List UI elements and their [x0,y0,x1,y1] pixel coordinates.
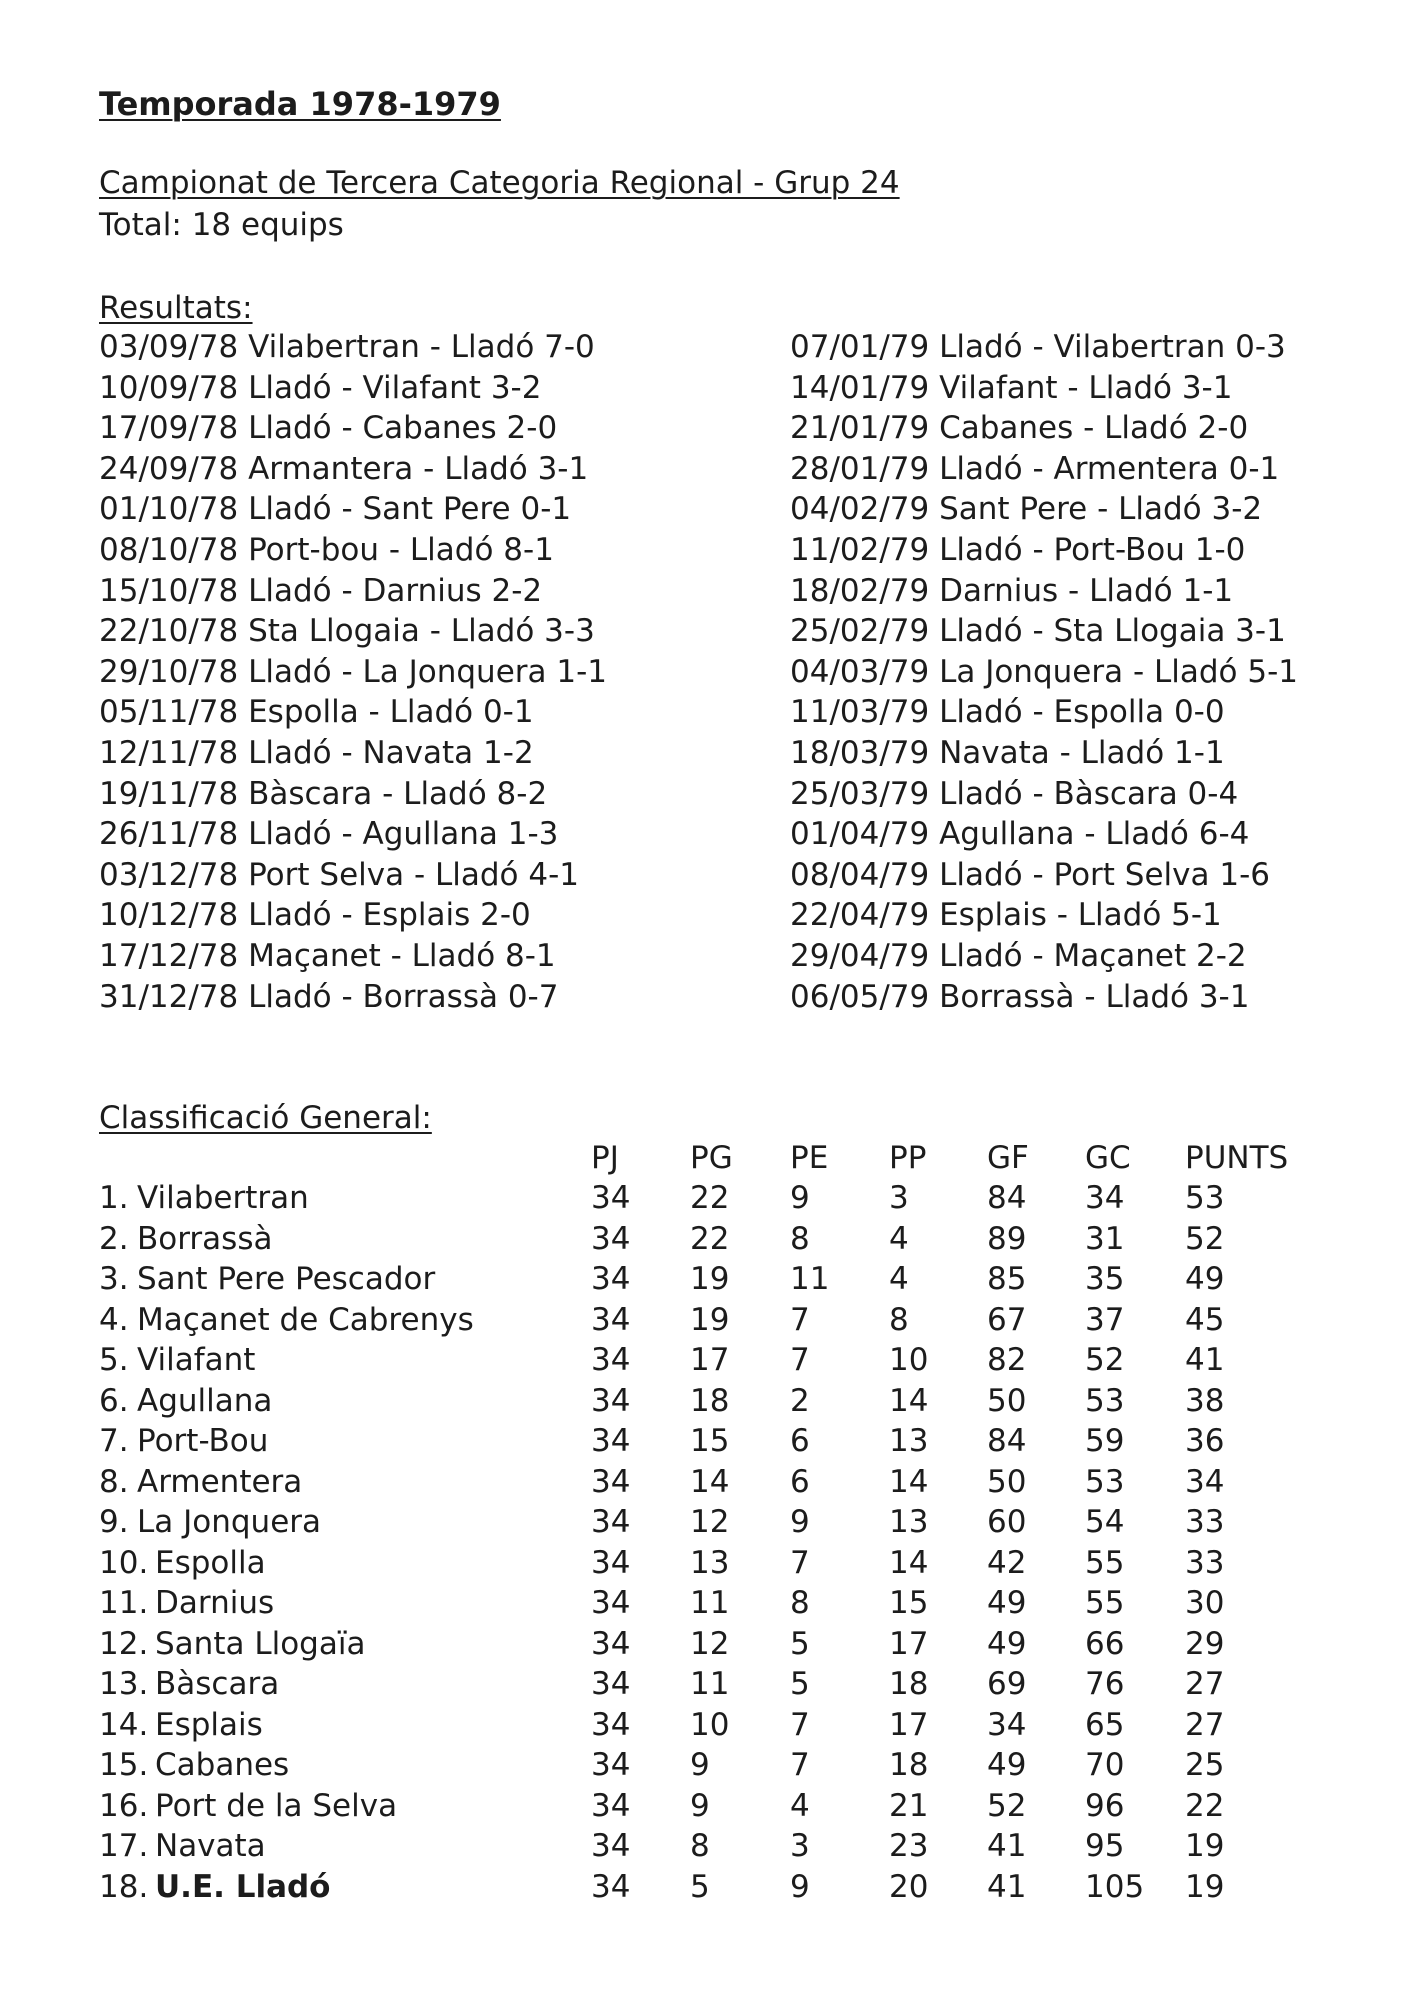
match-result: 10/12/78 Lladó - Esplais 2-0 [99,897,531,934]
match-result: 28/01/79 Lladó - Armentera 0-1 [790,450,1280,487]
match-result: 03/09/78 Vilabertran - Lladó 7-0 [99,329,595,365]
table-row [0,1624,1414,1664]
stat-pg: 18 [690,1382,730,1419]
stat-gf: 50 [987,1382,1027,1419]
stat-pg: 22 [690,1180,730,1216]
stat-pp: 14 [889,1544,929,1581]
match-result: 04/02/79 Sant Pere - Lladó 3-2 [790,491,1263,528]
stat-pj: 34 [591,1787,631,1824]
team-position: 9. [99,1504,129,1540]
stat-pe: 7 [790,1342,810,1378]
stat-pj: 34 [591,1585,631,1621]
match-result: 29/04/79 Lladó - Maçanet 2-2 [790,938,1247,974]
table-row [0,1300,1414,1340]
stat-pg: 8 [690,1828,710,1864]
stat-pp: 14 [889,1382,929,1419]
stat-pe: 4 [790,1787,810,1824]
team-position: 14. [99,1706,149,1743]
stat-pe: 9 [790,1504,810,1540]
stat-punts: 52 [1185,1220,1225,1257]
stat-gf: 42 [987,1544,1027,1581]
stat-pj: 34 [591,1463,631,1500]
stat-pe: 7 [790,1544,810,1581]
stat-pp: 13 [889,1504,929,1540]
match-result: 08/10/78 Port-bou - Lladó 8-1 [99,532,554,568]
stat-pg: 11 [690,1585,730,1621]
stat-gc: 54 [1085,1504,1125,1540]
team-position: 2. [99,1220,129,1257]
stat-pg: 11 [690,1666,730,1702]
match-result: 19/11/78 Bàscara - Lladó 8-2 [99,775,548,812]
table-row [0,1705,1414,1745]
stat-punts: 49 [1185,1261,1225,1297]
match-result: 21/01/79 Cabanes - Lladó 2-0 [790,410,1249,447]
stat-punts: 27 [1185,1666,1225,1702]
stat-gf: 84 [987,1180,1027,1216]
team-name: Cabanes [155,1747,290,1783]
stat-gf: 67 [987,1301,1027,1338]
season-title: Temporada 1978-1979 [99,85,501,123]
team-name: U.E. Lladó [155,1868,331,1905]
stat-gf: 41 [987,1868,1027,1905]
stat-punts: 19 [1185,1828,1225,1864]
stat-gc: 95 [1085,1828,1125,1864]
stat-pp: 23 [889,1828,929,1864]
stat-pe: 7 [790,1301,810,1338]
stat-pe: 5 [790,1666,810,1702]
match-result: 26/11/78 Lladó - Agullana 1-3 [99,816,559,853]
stat-gc: 76 [1085,1666,1125,1702]
table-row [0,1867,1414,1907]
stat-gf: 49 [987,1625,1027,1662]
stat-pj: 34 [591,1180,631,1216]
stat-pp: 3 [889,1180,909,1216]
stat-pj: 34 [591,1382,631,1419]
stat-pe: 7 [790,1706,810,1743]
stat-punts: 27 [1185,1706,1225,1743]
results-heading: Resultats: [99,290,253,326]
stat-pj: 34 [591,1747,631,1783]
match-result: 07/01/79 Lladó - Vilabertran 0-3 [790,329,1286,365]
team-name: Darnius [155,1585,275,1621]
match-result: 15/10/78 Lladó - Darnius 2-2 [99,572,543,609]
team-position: 3. [99,1261,129,1297]
team-name: Armentera [137,1463,303,1500]
stat-pe: 5 [790,1625,810,1662]
stat-punts: 30 [1185,1585,1225,1621]
standings-heading: Classificació General: [99,1100,432,1136]
stat-gf: 84 [987,1423,1027,1459]
team-name: Port-Bou [137,1423,269,1459]
stat-punts: 36 [1185,1423,1225,1459]
match-result: 10/09/78 Lladó - Vilafant 3-2 [99,369,542,406]
team-name: Agullana [137,1382,273,1419]
table-row [0,1259,1414,1299]
stat-pe: 8 [790,1220,810,1257]
stat-pg: 19 [690,1301,730,1338]
stat-pg: 22 [690,1220,730,1257]
table-row [0,1543,1414,1583]
column-header: PE [790,1140,829,1176]
table-row [0,1340,1414,1380]
team-name: Borrassà [137,1220,273,1257]
stat-pe: 9 [790,1868,810,1905]
stat-gf: 49 [987,1585,1027,1621]
stat-gc: 34 [1085,1180,1125,1216]
stat-pg: 15 [690,1423,730,1459]
stat-gc: 53 [1085,1463,1125,1500]
stat-punts: 41 [1185,1342,1225,1378]
stat-pp: 21 [889,1787,929,1824]
column-header: PG [690,1140,733,1176]
match-result: 14/01/79 Vilafant - Lladó 3-1 [790,369,1233,406]
match-result: 08/04/79 Lladó - Port Selva 1-6 [790,856,1271,893]
team-position: 13. [99,1666,149,1702]
stat-pe: 6 [790,1423,810,1459]
stat-pg: 9 [690,1747,710,1783]
stat-pe: 9 [790,1180,810,1216]
team-position: 11. [99,1585,149,1621]
stat-pp: 10 [889,1342,929,1378]
stat-gc: 35 [1085,1261,1125,1297]
match-result: 25/02/79 Lladó - Sta Llogaia 3-1 [790,613,1286,650]
team-position: 12. [99,1625,149,1662]
team-position: 10. [99,1544,149,1581]
match-result: 12/11/78 Lladó - Navata 1-2 [99,735,534,771]
team-total: Total: 18 equips [99,207,344,243]
stat-punts: 25 [1185,1747,1225,1783]
competition-name: Campionat de Tercera Categoria Regional - Grup 24 [99,165,900,201]
stat-pj: 34 [591,1342,631,1378]
stat-pp: 17 [889,1706,929,1743]
table-row [0,1502,1414,1542]
team-position: 8. [99,1463,129,1500]
stat-gc: 31 [1085,1220,1125,1257]
team-name: Maçanet de Cabrenys [137,1301,474,1338]
stat-punts: 19 [1185,1868,1225,1905]
stat-pj: 34 [591,1868,631,1905]
stat-pj: 34 [591,1261,631,1297]
stat-pg: 12 [690,1625,730,1662]
stat-pp: 18 [889,1747,929,1783]
team-position: 4. [99,1301,129,1338]
stat-punts: 53 [1185,1180,1225,1216]
stat-pj: 34 [591,1220,631,1257]
column-header: PJ [591,1140,619,1176]
match-result: 22/04/79 Esplais - Lladó 5-1 [790,897,1222,934]
column-header: PUNTS [1185,1140,1289,1176]
team-position: 7. [99,1423,129,1459]
stat-pe: 7 [790,1747,810,1783]
stat-gc: 66 [1085,1625,1125,1662]
stat-punts: 33 [1185,1504,1225,1540]
stat-pe: 3 [790,1828,810,1864]
stat-pp: 13 [889,1423,929,1459]
stat-pp: 8 [889,1301,909,1338]
stat-pj: 34 [591,1423,631,1459]
team-name: La Jonquera [137,1504,322,1540]
team-position: 5. [99,1342,129,1378]
stat-pp: 17 [889,1625,929,1662]
match-result: 05/11/78 Espolla - Lladó 0-1 [99,694,534,731]
column-header: PP [889,1140,927,1176]
stat-pp: 15 [889,1585,929,1621]
table-row [0,1786,1414,1826]
stat-gf: 52 [987,1787,1027,1824]
match-result: 18/02/79 Darnius - Lladó 1-1 [790,572,1234,609]
team-position: 6. [99,1382,129,1419]
stat-gf: 60 [987,1504,1027,1540]
match-result: 22/10/78 Sta Llogaia - Lladó 3-3 [99,613,595,650]
stat-gc: 55 [1085,1544,1125,1581]
column-header: GF [987,1140,1029,1176]
stat-punts: 38 [1185,1382,1225,1419]
team-position: 1. [99,1180,129,1216]
team-name: Vilabertran [137,1180,309,1216]
standings-header-row [0,1138,1414,1178]
stat-gf: 69 [987,1666,1027,1702]
stat-pg: 17 [690,1342,730,1378]
team-name: Navata [155,1828,266,1864]
stat-gf: 85 [987,1261,1027,1297]
stat-gc: 96 [1085,1787,1125,1824]
column-header: GC [1085,1140,1131,1176]
stat-pj: 34 [591,1828,631,1864]
stat-pe: 6 [790,1463,810,1500]
stat-pg: 13 [690,1544,730,1581]
match-result: 25/03/79 Lladó - Bàscara 0-4 [790,775,1239,812]
match-result: 01/04/79 Agullana - Lladó 6-4 [790,816,1250,853]
team-name: Vilafant [137,1342,256,1378]
stat-gf: 34 [987,1706,1027,1743]
match-result: 11/03/79 Lladó - Espolla 0-0 [790,694,1225,731]
table-row [0,1178,1414,1218]
stat-pg: 10 [690,1706,730,1743]
stat-punts: 45 [1185,1301,1225,1338]
team-position: 15. [99,1747,149,1783]
match-result: 03/12/78 Port Selva - Lladó 4-1 [99,856,580,893]
stat-pp: 18 [889,1666,929,1702]
table-row [0,1462,1414,1502]
team-position: 17. [99,1828,149,1864]
stat-pp: 4 [889,1261,909,1297]
stat-punts: 34 [1185,1463,1225,1500]
stat-pj: 34 [591,1625,631,1662]
stat-pg: 19 [690,1261,730,1297]
team-name: Port de la Selva [155,1787,398,1824]
stat-pj: 34 [591,1706,631,1743]
team-name: Bàscara [155,1666,280,1702]
stat-pe: 2 [790,1382,810,1419]
table-row [0,1219,1414,1259]
match-result: 18/03/79 Navata - Lladó 1-1 [790,735,1225,771]
team-position: 16. [99,1787,149,1824]
match-result: 11/02/79 Lladó - Port-Bou 1-0 [790,532,1246,568]
stat-pe: 8 [790,1585,810,1621]
team-name: Esplais [155,1706,263,1743]
stat-gc: 105 [1085,1868,1145,1905]
team-position: 18. [99,1868,149,1905]
stat-pj: 34 [591,1301,631,1338]
stat-gc: 53 [1085,1382,1125,1419]
team-name: Santa Llogaïa [155,1625,366,1662]
stat-pj: 34 [591,1544,631,1581]
stat-pg: 14 [690,1463,730,1500]
match-result: 01/10/78 Lladó - Sant Pere 0-1 [99,491,572,528]
match-result: 17/09/78 Lladó - Cabanes 2-0 [99,410,558,447]
stat-gf: 50 [987,1463,1027,1500]
table-row [0,1381,1414,1421]
match-result: 06/05/79 Borrassà - Lladó 3-1 [790,978,1250,1015]
match-result: 04/03/79 La Jonquera - Lladó 5-1 [790,653,1299,690]
table-row [0,1583,1414,1623]
stat-pg: 5 [690,1868,710,1905]
match-result: 17/12/78 Maçanet - Lladó 8-1 [99,938,556,974]
table-row [0,1421,1414,1461]
stat-pp: 14 [889,1463,929,1500]
stat-pj: 34 [591,1504,631,1540]
table-row [0,1826,1414,1866]
table-row [0,1745,1414,1785]
stat-gc: 70 [1085,1747,1125,1783]
stat-gf: 89 [987,1220,1027,1257]
stat-gf: 41 [987,1828,1027,1864]
stat-punts: 22 [1185,1787,1225,1824]
stat-gc: 55 [1085,1585,1125,1621]
stat-pg: 9 [690,1787,710,1824]
stat-pp: 20 [889,1868,929,1905]
team-name: Sant Pere Pescador [137,1261,436,1297]
stat-gc: 65 [1085,1706,1125,1743]
match-result: 31/12/78 Lladó - Borrassà 0-7 [99,978,559,1015]
stat-gc: 52 [1085,1342,1125,1378]
table-row [0,1664,1414,1704]
stat-punts: 33 [1185,1544,1225,1581]
stat-gf: 49 [987,1747,1027,1783]
stat-pg: 12 [690,1504,730,1540]
stat-pe: 11 [790,1261,830,1297]
stat-gf: 82 [987,1342,1027,1378]
team-name: Espolla [155,1544,266,1581]
stat-gc: 59 [1085,1423,1125,1459]
stat-gc: 37 [1085,1301,1125,1338]
stat-punts: 29 [1185,1625,1225,1662]
stat-pj: 34 [591,1666,631,1702]
match-result: 24/09/78 Armantera - Lladó 3-1 [99,450,589,487]
match-result: 29/10/78 Lladó - La Jonquera 1-1 [99,653,608,690]
stat-pp: 4 [889,1220,909,1257]
